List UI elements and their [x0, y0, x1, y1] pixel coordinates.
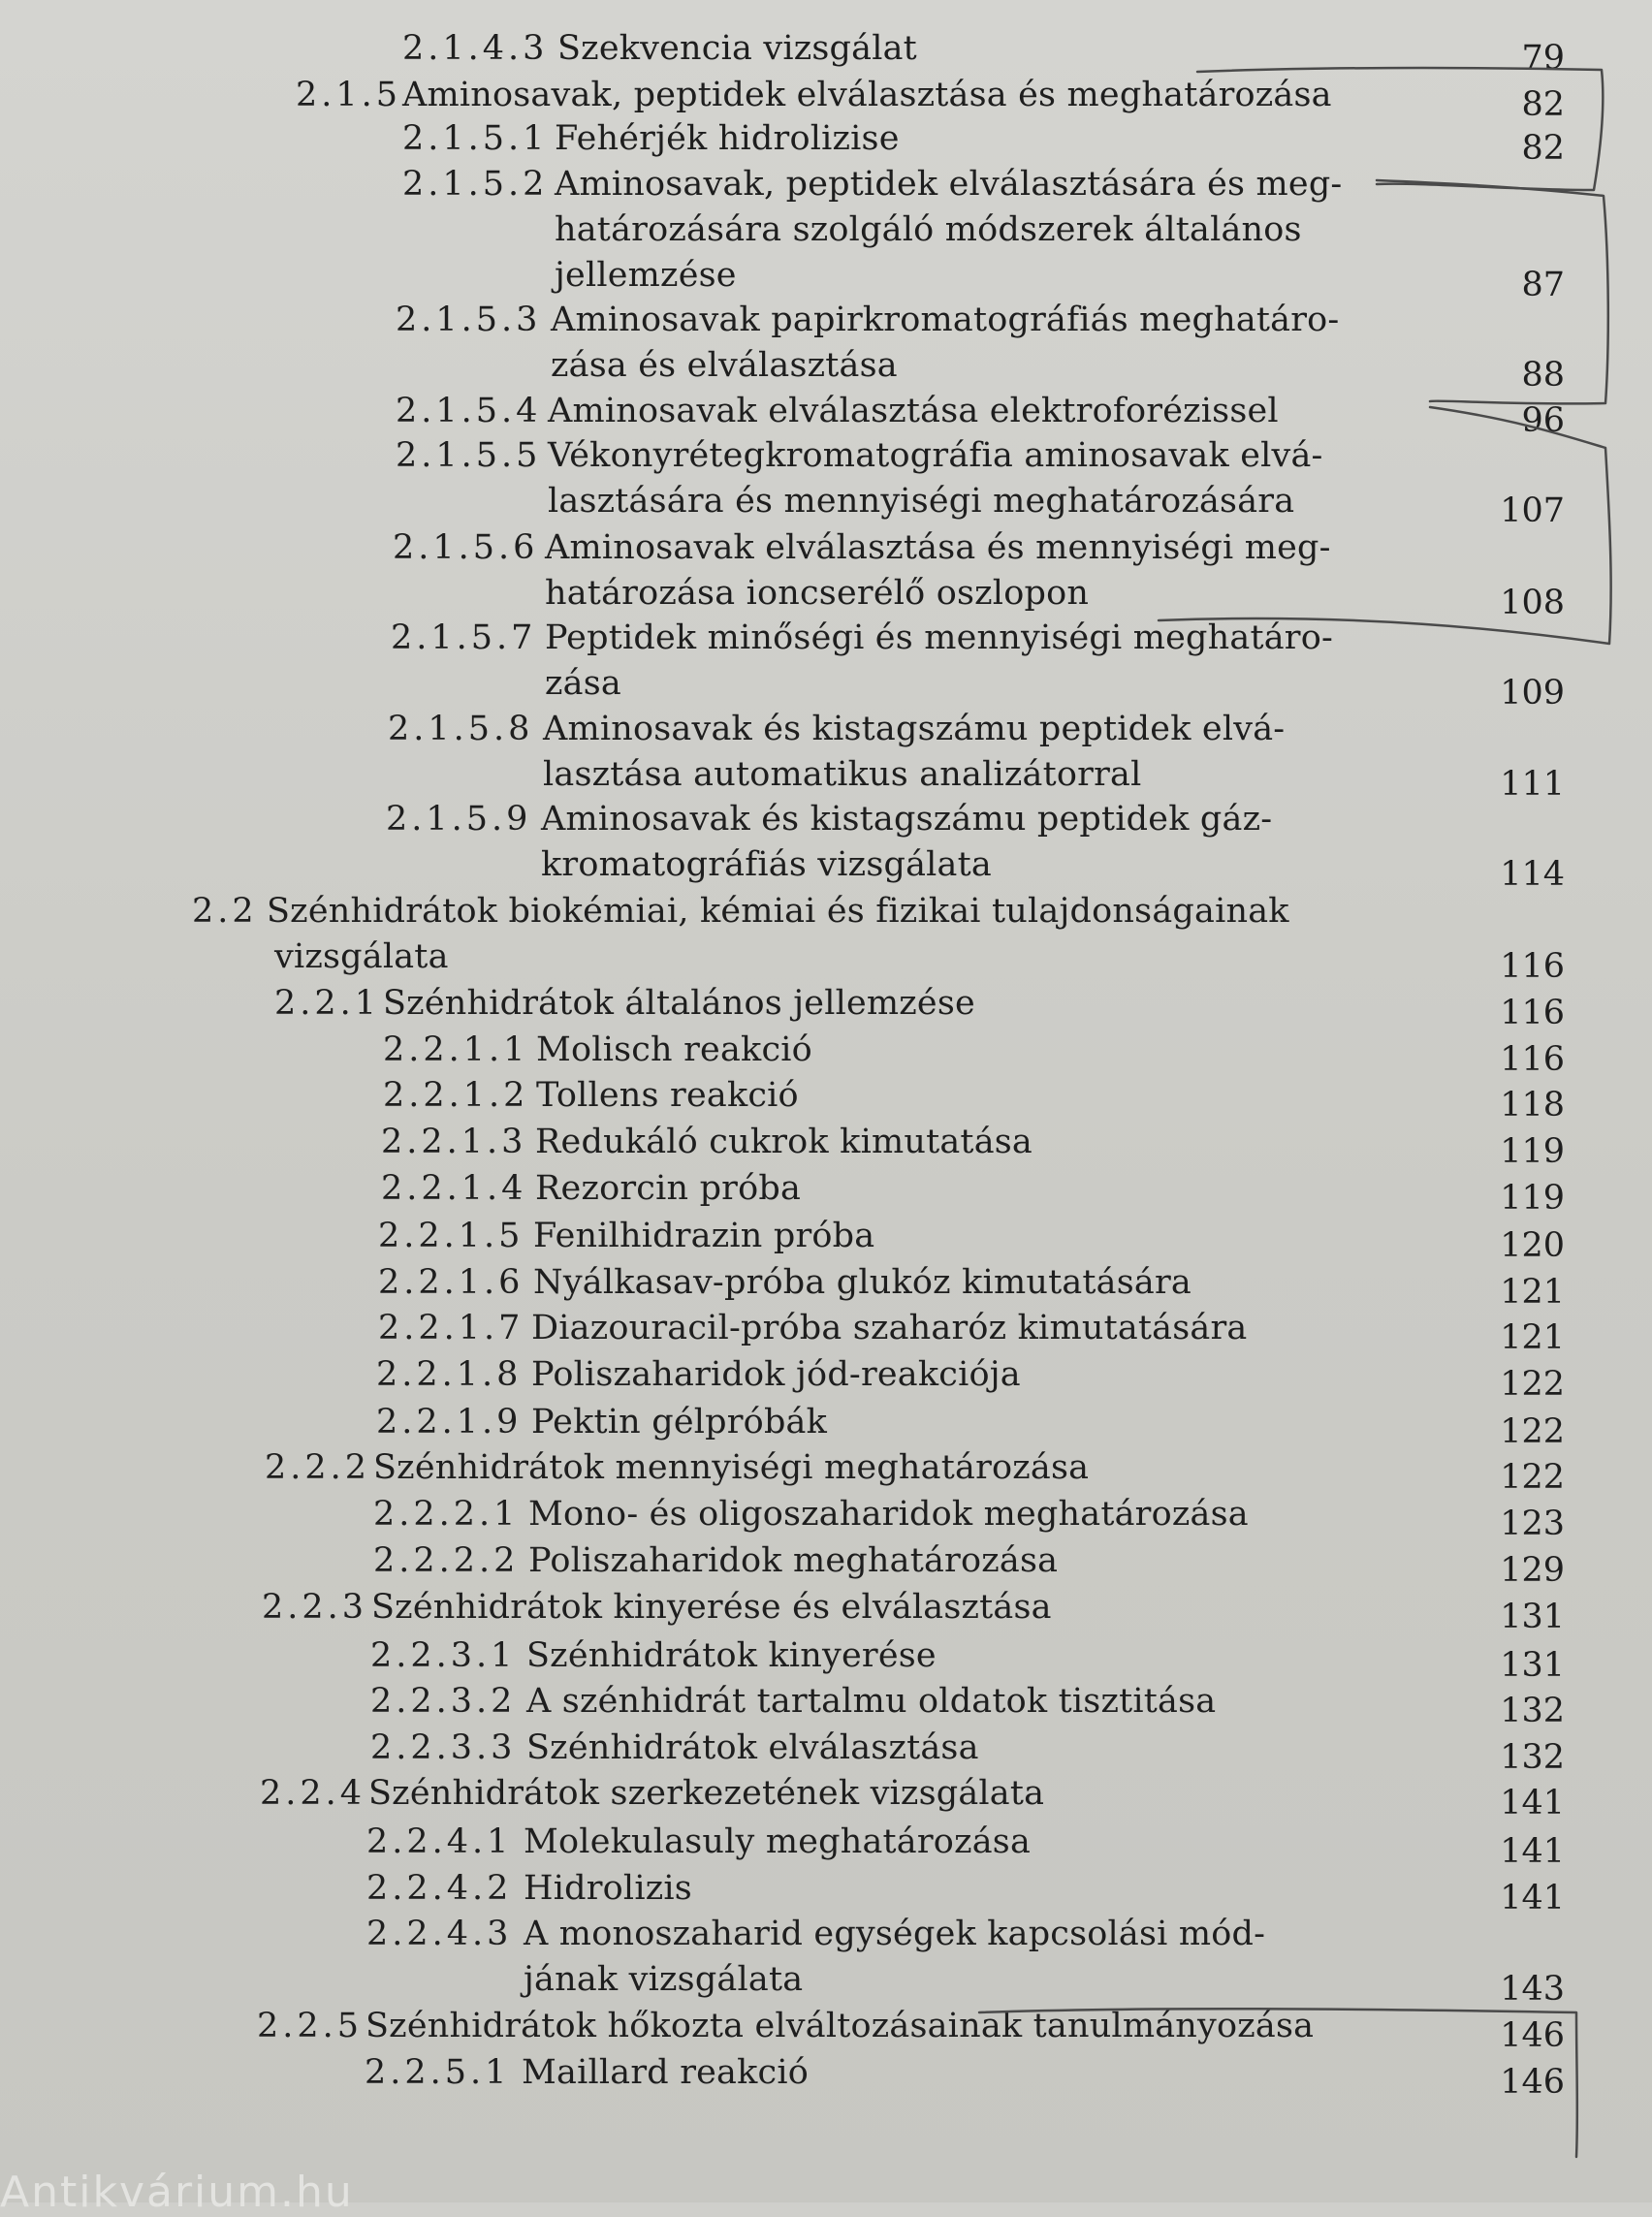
toc-page-number: 118 [1500, 1086, 1565, 1124]
toc-page-number: 109 [1500, 674, 1565, 713]
toc-page-number: 129 [1500, 1551, 1565, 1590]
toc-entry-title: A monoszaharid egységek kapcsolási mód- [524, 1915, 1266, 1953]
pen-bracket-2 [1377, 180, 1608, 403]
toc-entry-title: Szénhidrátok általános jellemzése [383, 984, 975, 1023]
toc-entry-number: 2.1.5.2 [402, 165, 549, 204]
toc-entry-number: 2.2.2.2 [373, 1541, 520, 1580]
toc-entry-title: Molisch reakció [536, 1030, 812, 1069]
toc-page-number: 131 [1500, 1646, 1565, 1685]
toc-entry-number: 2.2.2.1 [373, 1495, 520, 1534]
toc-entry-number: 2.1.5.4 [396, 392, 542, 430]
toc-entry-title: Fenilhidrazin próba [533, 1217, 875, 1255]
toc-page-number: 131 [1500, 1598, 1565, 1636]
toc-entry-title: Szénhidrátok mennyiségi meghatározása [373, 1448, 1090, 1487]
toc-page-number: 116 [1500, 947, 1565, 986]
toc-entry-number: 2.2.4.1 [366, 1822, 513, 1861]
toc-entry-title: vizsgálata [274, 937, 449, 976]
toc-entry-title: zása [545, 664, 621, 703]
toc-entry-title: Nyálkasav-próba glukóz kimutatására [533, 1263, 1191, 1302]
toc-page-number: 116 [1500, 1040, 1565, 1079]
toc-page-number: 96 [1521, 401, 1565, 440]
toc-entry-title: Aminosavak, peptidek elválasztására és meg- [555, 165, 1343, 204]
toc-entry-number: 2.2.1.1 [383, 1030, 529, 1069]
toc-page-number: 132 [1500, 1692, 1565, 1730]
toc-entry-title: kromatográfiás vizsgálata [541, 845, 992, 884]
toc-entry-title: lasztására és mennyiségi meghatározására [548, 482, 1295, 521]
toc-entry-title: Hidrolizis [524, 1869, 692, 1908]
toc-entry-number: 2.2.1.8 [376, 1355, 523, 1394]
toc-entry-title: Aminosavak elválasztása és mennyiségi meg- [545, 528, 1331, 567]
toc-entry-number: 2.2.3.3 [370, 1728, 517, 1767]
toc-entry-number: 2.2 [192, 892, 258, 931]
toc-entry-number: 2.1.5.3 [396, 301, 542, 339]
toc-entry-title: Molekulasuly meghatározása [524, 1822, 1032, 1861]
toc-entry-title: jellemzése [555, 256, 737, 295]
toc-page-number: 114 [1500, 855, 1565, 894]
toc-page-number: 146 [1500, 2016, 1565, 2055]
toc-entry-number: 2.2.4 [260, 1774, 366, 1813]
toc-entry-title: Vékonyrétegkromatográfia aminosavak elvá- [548, 436, 1323, 475]
toc-page-number: 123 [1500, 1504, 1565, 1543]
toc-entry-title: Szénhidrátok hőkozta elváltozásainak tanulmányozása [365, 2007, 1315, 2045]
toc-page-number: 121 [1500, 1318, 1565, 1357]
toc-entry-number: 2.2.3 [262, 1588, 368, 1627]
toc-entry-title: Szénhidrátok kinyerése [526, 1636, 937, 1675]
toc-entry-title: lasztása automatikus analizátorral [543, 755, 1142, 794]
toc-entry-number: 2.2.4.3 [366, 1915, 513, 1953]
toc-entry-title: Peptidek minőségi és mennyiségi meghatáro- [545, 618, 1334, 657]
toc-entry-title: Poliszaharidok meghatározása [528, 1541, 1059, 1580]
toc-entry-title: Maillard reakció [522, 2053, 810, 2092]
watermark-text: Antikvárium.hu [0, 2168, 354, 2217]
toc-entry-title: Redukáló cukrok kimutatása [535, 1123, 1032, 1161]
toc-entry-number: 2.2.1.3 [381, 1123, 527, 1161]
toc-entry-title: Szénhidrátok elválasztása [526, 1728, 979, 1767]
toc-entry-number: 2.1.4.3 [402, 29, 549, 68]
toc-page-number: 122 [1500, 1458, 1565, 1497]
toc-entry-number: 2.2.5 [257, 2007, 364, 2045]
toc-entry-title: Szénhidrátok biokémiai, kémiai és fizikai tulajdonságainak [267, 892, 1289, 931]
toc-page-number: 120 [1500, 1226, 1565, 1265]
toc-entry-title: Poliszaharidok jód-reakciója [531, 1355, 1021, 1394]
toc-page-number: 122 [1500, 1365, 1565, 1404]
toc-entry-number: 2.1.5.5 [396, 436, 542, 475]
toc-page-number: 122 [1500, 1412, 1565, 1451]
toc-entry-number: 2.1.5.6 [393, 528, 539, 567]
toc-entry-number: 2.2.3.1 [370, 1636, 517, 1675]
toc-entry-number: 2.1.5.7 [391, 618, 537, 657]
pen-bracket-3 [1159, 407, 1611, 644]
toc-entry-title: Pektin gélpróbák [531, 1403, 828, 1441]
toc-page-number: 141 [1500, 1879, 1565, 1917]
toc-page-number: 141 [1500, 1784, 1565, 1822]
toc-page-number: 143 [1500, 1970, 1565, 2009]
toc-page-number: 119 [1500, 1132, 1565, 1171]
toc-entry-title: Aminosavak, peptidek elválasztása és meghatározása [402, 76, 1332, 114]
toc-entry-title: A szénhidrát tartalmu oldatok tisztitása [526, 1682, 1217, 1721]
toc-page-number: 111 [1500, 765, 1565, 804]
toc-page-number: 116 [1500, 994, 1565, 1032]
toc-entry-number: 2.1.5.9 [386, 800, 532, 839]
toc-entry-title: határozása ioncserélő oszlopon [545, 574, 1090, 613]
toc-entry-number: 2.2.1.2 [383, 1076, 529, 1115]
toc-page-number: 141 [1500, 1832, 1565, 1871]
toc-entry-title: zása és elválasztása [551, 346, 898, 385]
pen-bracket-1 [1197, 68, 1603, 190]
toc-entry-number: 2.1.5.8 [388, 710, 534, 748]
toc-page-number: 146 [1500, 2063, 1565, 2102]
toc-entry-title: Aminosavak és kistagszámu peptidek gáz- [541, 800, 1273, 839]
toc-entry-title: Aminosavak papirkromatográfiás meghatáro- [551, 301, 1340, 339]
toc-entry-title: jának vizsgálata [524, 1960, 804, 1999]
toc-page-number: 108 [1500, 584, 1565, 622]
toc-entry-title: határozására szolgáló módszerek általános [555, 210, 1302, 249]
toc-entry-number: 2.2.1.7 [378, 1309, 524, 1347]
toc-entry-number: 2.1.5 [296, 76, 402, 114]
toc-entry-number: 2.2.1.5 [378, 1217, 524, 1255]
toc-entry-number: 2.1.5.1 [402, 119, 549, 158]
toc-page-number: 82 [1521, 129, 1565, 168]
toc-entry-number: 2.2.2 [265, 1448, 371, 1487]
toc-page-number: 82 [1521, 85, 1565, 124]
toc-entry-number: 2.2.1.6 [378, 1263, 524, 1302]
toc-entry-number: 2.2.4.2 [366, 1869, 513, 1908]
toc-page-number: 119 [1500, 1179, 1565, 1218]
toc-entry-title: Szénhidrátok szerkezetének vizsgálata [368, 1774, 1045, 1813]
toc-page-number: 88 [1521, 356, 1565, 395]
toc-entry-title: Rezorcin próba [535, 1169, 802, 1208]
toc-page-number: 87 [1521, 266, 1565, 304]
toc-entry-title: Aminosavak elválasztása elektroforézissel [548, 392, 1279, 430]
toc-entry-title: Szekvencia vizsgálat [557, 29, 917, 68]
toc-entry-title: Mono- és oligoszaharidok meghatározása [528, 1495, 1249, 1534]
toc-page-number: 107 [1500, 491, 1565, 530]
toc-entry-title: Tollens reakció [536, 1076, 799, 1115]
toc-entry-title: Diazouracil-próba szaharóz kimutatására [531, 1309, 1248, 1347]
toc-entry-title: Szénhidrátok kinyerése és elválasztása [371, 1588, 1052, 1627]
toc-entry-number: 2.2.3.2 [370, 1682, 517, 1721]
toc-page-number: 121 [1500, 1273, 1565, 1312]
toc-entry-number: 2.2.1.4 [381, 1169, 527, 1208]
pen-bracket-4 [979, 2009, 1577, 2157]
toc-entry-number: 2.2.1 [274, 984, 381, 1023]
toc-page-number: 132 [1500, 1738, 1565, 1777]
toc-entry-title: Fehérjék hidrolizise [555, 119, 900, 158]
toc-entry-number: 2.2.5.1 [365, 2053, 511, 2092]
toc-entry-title: Aminosavak és kistagszámu peptidek elvá- [543, 710, 1286, 748]
toc-entry-number: 2.2.1.9 [376, 1403, 523, 1441]
toc-page-number: 79 [1521, 39, 1565, 78]
